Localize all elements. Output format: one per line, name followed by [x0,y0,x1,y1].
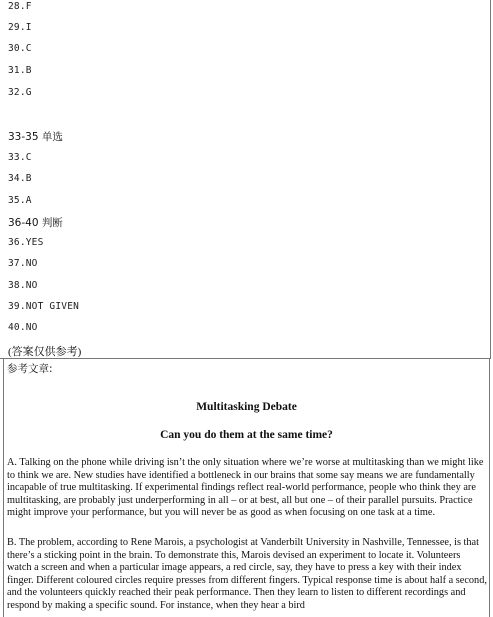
answer-item: 39.NOT GIVEN [8,301,80,312]
answer-item: 31.B [8,65,32,76]
article-title: Multitasking Debate [196,401,297,413]
article-subtitle: Can you do them at the same time? [160,429,333,441]
answer-item: 37.NO [8,258,38,269]
section-heading-true-false: 36-40 判断 [8,217,63,229]
answer-note: (答案仅供参考) [8,346,82,358]
answer-item: 28.F [8,1,32,12]
answer-item: 35.A [8,195,32,206]
answer-item: 33.C [8,152,32,163]
article-label: 参考文章: [7,363,53,375]
answer-item: 36.YES [8,237,44,248]
paragraph-a: A. Talking on the phone while driving isn’t the only situation where we’re worse at multitasking than we might like to think we are. New studies have identified a bottleneck in our brains that some say means we are fundamentally incapable of true multitasking. If experimental findings reflect real-world performance, people who think they are multitasking, are probably just underperforming in all – or at best, all but one – of their parallel pursuits. Practice might improve your performance, but you will never be as good as when focusing on one task at a time. [7,457,484,518]
answer-item: 30.C [8,43,32,54]
section-heading-single-choice: 33-35 单选 [8,131,63,143]
answer-item: 29.I [8,22,32,33]
answer-item: 32.G [8,87,32,98]
paragraph-b: B. The problem, according to Rene Marois, a psychologist at Vanderbilt University in Nashville, Tennessee, is that there’s a sticking point in the brain. To demonstrate this, Marois devised an experiment to locate it. Volunteers watch a screen and when a particular image appears, a red circle, say, they have to press a key with their index finger. Different coloured circles require presses from different fingers. Typical response time is about half a second, and the volunteers quickly reached their peak performance. Then they learn to listen to different recordings and respond by making a specific sound. For instance, when they hear a bird [7,537,487,611]
answer-item: 40.NO [8,322,38,333]
reference-article [3,359,490,617]
answer-item: 38.NO [8,280,38,291]
answer-item: 34.B [8,173,32,184]
